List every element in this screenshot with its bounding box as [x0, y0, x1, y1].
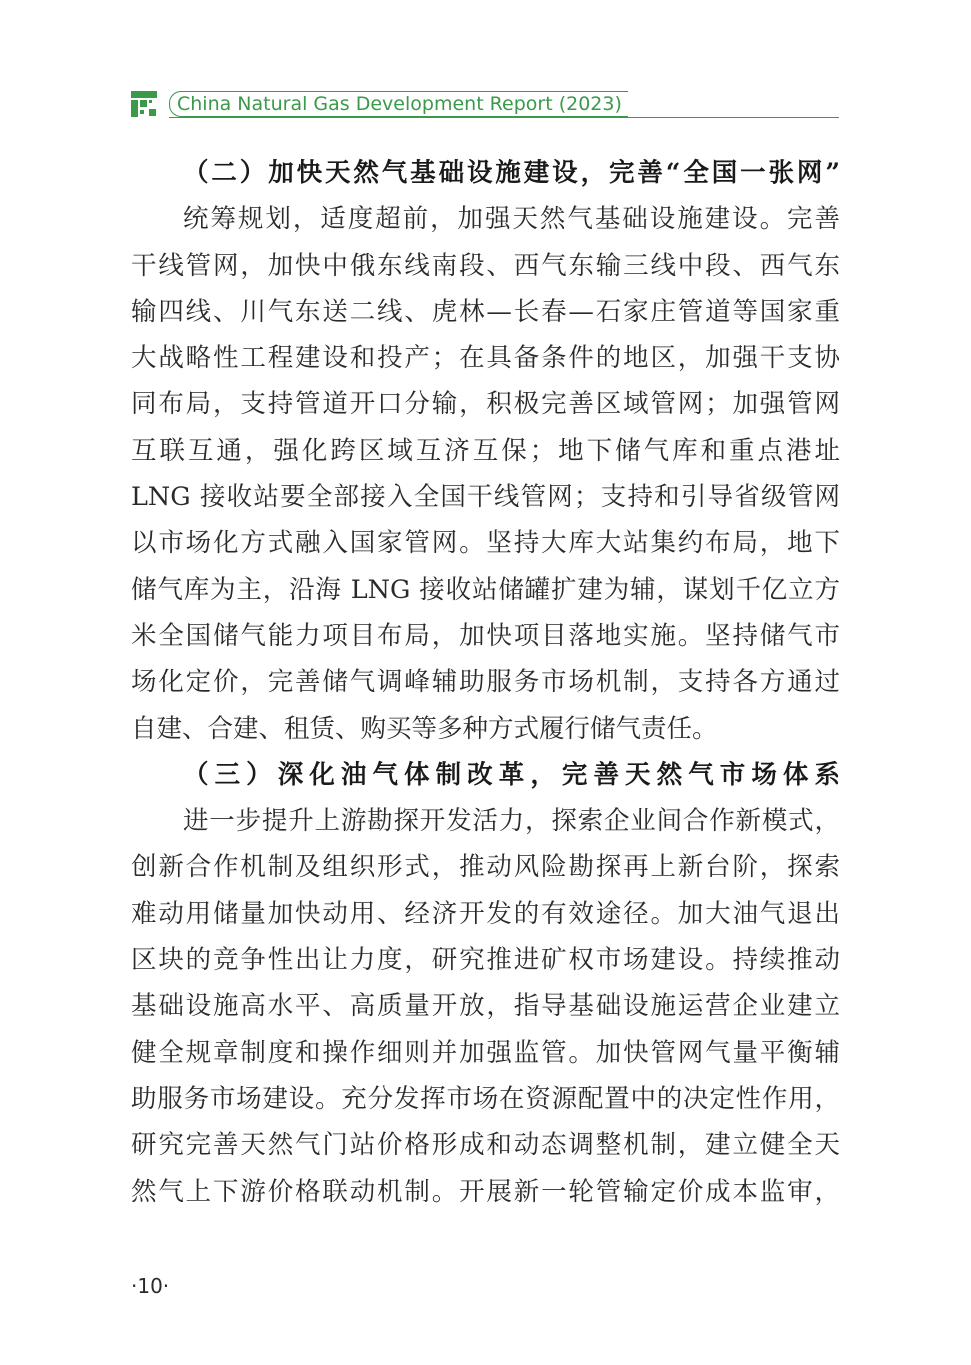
paragraph-line: 大战略性工程建设和投产；在具备条件的地区，加强干支协 — [131, 343, 840, 374]
page-body — [131, 150, 840, 1215]
paragraph-line: 助服务市场建设。充分发挥市场在资源配置中的决定性作用， — [131, 1083, 840, 1114]
paragraph-line: 基础设施高水平、高质量开放，指导基础设施运营企业建立 — [131, 991, 840, 1022]
paragraph-line: 研究完善天然气门站价格形成和动态调整机制，建立健全天 — [131, 1130, 840, 1161]
paragraph-line: LNG 接收站要全部接入全国干线管网；支持和引导省级管网 — [131, 482, 840, 513]
paragraph-line: 难动用储量加快动用、经济开发的有效途径。加大油气退出 — [131, 898, 840, 929]
paragraph-line: 自建、合建、租赁、购买等多种方式履行储气责任。 — [131, 713, 718, 744]
paragraph-line: 干线管网，加快中俄东线南段、西气东输三线中段、西气东 — [131, 250, 840, 281]
paragraph-line: 健全规章制度和操作细则并加强监管。加快管网气量平衡辅 — [131, 1037, 840, 1068]
paragraph-line: 区块的竞争性出让力度，研究推进矿权市场建设。持续推动 — [131, 945, 840, 976]
paragraph-line: 互联互通，强化跨区域互济互保；地下储气库和重点港址 — [131, 435, 840, 466]
paragraph-line: 场化定价，完善储气调峰辅助服务市场机制，支持各方通过 — [131, 667, 840, 698]
paragraph-line: 输四线、川气东送二线、虎林—长春—石家庄管道等国家重 — [131, 296, 840, 327]
paragraph-line: 米全国储气能力项目布局，加快项目落地实施。坚持储气市 — [131, 620, 840, 651]
page-number: ·10· — [131, 1274, 170, 1298]
paragraph-line: 同布局，支持管道开口分输，积极完善区域管网；加强管网 — [131, 389, 840, 420]
paragraph-line: 储气库为主，沿海 LNG 接收站储罐扩建为辅，谋划千亿立方 — [131, 574, 840, 605]
header-rule — [169, 117, 839, 118]
paragraph — [131, 798, 840, 1215]
paragraph-line: 进一步提升上游勘探开发活力，探索企业间合作新模式， — [183, 806, 840, 837]
paragraph-line: 以市场化方式融入国家管网。坚持大库大站集约布局，地下 — [131, 528, 840, 559]
paragraph-line: 然气上下游价格联动机制。开展新一轮管输定价成本监审， — [131, 1176, 840, 1207]
paragraph-line: 创新合作机制及组织形式，推动风险勘探再上新台阶，探索 — [131, 852, 840, 883]
section-heading: （二）加快天然气基础设施建设，完善“全国一张网” — [183, 158, 840, 188]
header-title: China Natural Gas Development Report (2023) — [169, 91, 628, 117]
section-heading: （三）深化油气体制改革，完善天然气市场体系 — [183, 759, 840, 790]
green-block-logo-icon — [131, 91, 157, 117]
paragraph-line: 统筹规划，适度超前，加强天然气基础设施建设。完善 — [183, 204, 840, 235]
paragraph — [131, 196, 840, 752]
running-header — [131, 88, 839, 122]
